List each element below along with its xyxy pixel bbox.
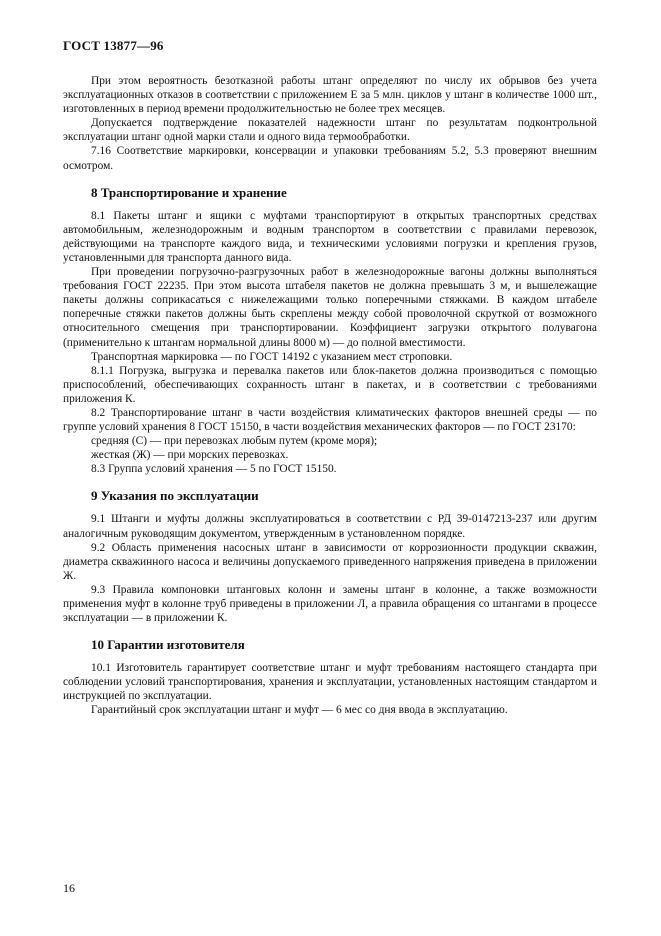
paragraph: Транспортная маркировка — по ГОСТ 14192 с указанием мест строповки. [91, 350, 453, 363]
paragraph: При этом вероятность безотказной работы штанг определяют по числу их обрывов без учета эксплуатационных отказов в соответствии с приложением Е за 5 млн. циклов у штанг в количестве 1000 шт., изготовленных в период времени продолжительностью не более трех месяцев. [63, 75, 597, 116]
page-number: 16 [63, 881, 75, 895]
paragraph: 8.3 Группа условий хранения — 5 по ГОСТ 15150. [91, 463, 337, 476]
paragraph: Гарантийный срок эксплуатации штанг и муфт — 6 мес со дня ввода в эксплуатацию. [91, 704, 508, 717]
paragraph: 9.2 Область применения насосных штанг в зависимости от коррозионности продукции скважин, диаметра скважинного насоса и величины допускаемого приведенного напряжения приведена в приложении Ж. [63, 541, 597, 582]
paragraph: 7.16 Соответствие маркировки, консервации и упаковки требованиям 5.2, 5.3 проверяют внешним осмотром. [63, 145, 597, 172]
section-heading-operation: 9 Указания по эксплуатации [91, 488, 259, 504]
paragraph: 9.1 Штанги и муфты должны эксплуатироваться в соответствии с РД 39-0147213-237 или другим аналогичным руководящим документом, утвержденным в установленном порядке. [63, 513, 597, 540]
paragraph: жесткая (Ж) — при морских перевозках. [91, 449, 289, 462]
section-heading-warranty: 10 Гарантии изготовителя [91, 637, 245, 653]
paragraph: При проведении погрузочно-разгрузочных работ в железнодорожные вагоны должны выполняться требования ГОСТ 22235. При этом высота штабеля пакетов не должна превышать 3 м, и вышележащие пакеты должны соприкасаться с нижележащими только поперечными стяжками. В каждом штабеле поперечные стяжки пакетов должны быть скреплены между собой проволочной скруткой от возможного относительного смещения при транспортировании. Коэффициент загрузки открытого полувагона (применительно к штангам нормальной длины 8000 м) — до полной вместимости. [63, 266, 597, 349]
paragraph: 8.2 Транспортирование штанг в части воздействия климатических факторов внешней среды — по группе условий хранения 8 ГОСТ 15150, в части воздействия механических факторов — по ГОСТ 23170: [63, 406, 597, 434]
page-content [63, 74, 597, 718]
paragraph: средняя (С) — при перевозках любым путем (кроме моря); [91, 435, 378, 448]
section-heading-transport: 8 Транспортирование и хранение [91, 184, 287, 200]
paragraph: 8.1.1 Погрузка, выгрузка и перевалка пакетов или блок-пакетов должна производиться с помощью приспособлений, обеспечивающих сохранность штанг в пакетах, и в соответствии с требованиями приложения К. [63, 364, 597, 405]
paragraph: 10.1 Изготовитель гарантирует соответствие штанг и муфт требованиям настоящего стандарта при соблюдении условий транспортирования, хранения и эксплуатации, установленных настоящим стандартом и инструкцией по эксплуатации. [63, 662, 597, 703]
paragraph: 9.3 Правила компоновки штанговых колонн и замены штанг в колонне, а также возможности применения муфт в колонне труб приведены в приложении Л, а правила обращения со штангами в процессе эксплуатации — в приложении К. [63, 583, 597, 625]
paragraph: Допускается подтверждение показателей надежности штанг по результатам подконтрольной эксплуатации штанг одной марки стали и одного вида термообработки. [63, 117, 597, 144]
document-header: ГОСТ 13877—96 [63, 38, 164, 53]
paragraph: 8.1 Пакеты штанг и ящики с муфтами транспортируют в открытых транспортных средствах автомобильным, железнодорожным и водным транспортом в соответствии с правилами перевозок, действующими на транспорте каждого вида, и техническими условиями погрузки и крепления грузов, установленными для транспорта данного вида. [63, 209, 597, 264]
